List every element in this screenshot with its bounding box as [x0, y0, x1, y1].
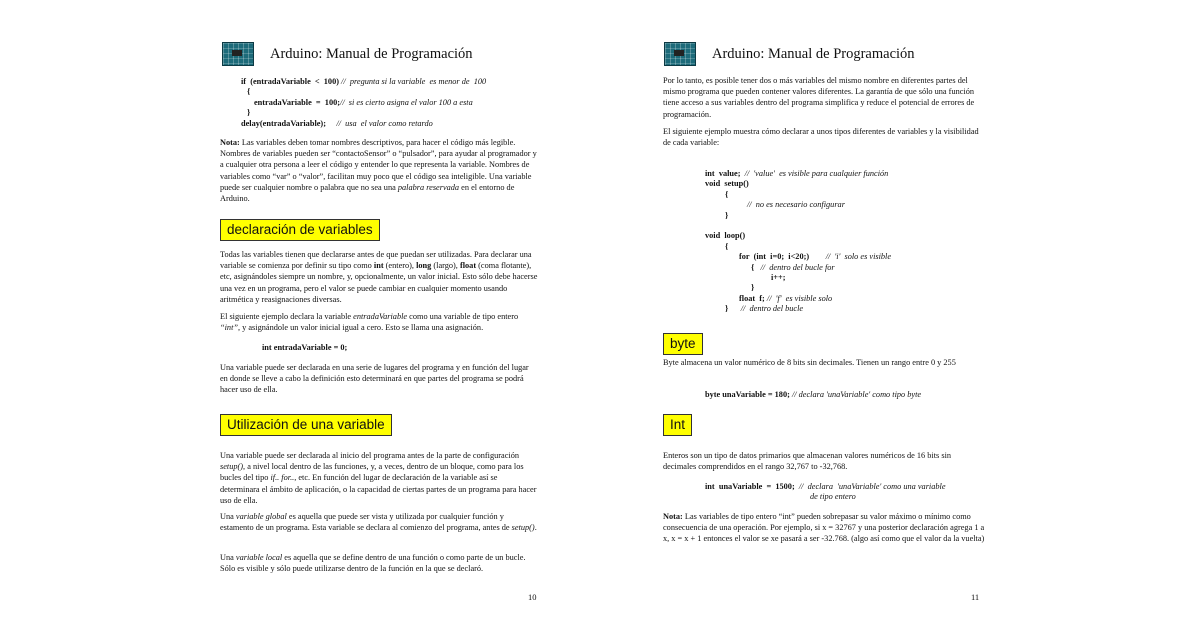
local-paragraph: Una variable local es aquella que se define dentro de una función o como parte de un bucle. Sólo es visible y sólo puede utilizarse dentro de la función en la que se declaró. [220, 553, 526, 574]
section-int: Int [663, 414, 692, 436]
intro-paragraph: Por lo tanto, es posible tener dos o más variables del mismo nombre en diferentes partes del mismo programa que pueden contener valores diferentes. La garantía de que sólo una función tiene acceso a sus variables dentro del programa simplifica y reduce el potencial de errores de programación. [663, 76, 975, 119]
page-11 [600, 0, 1200, 627]
header-title: Arduino: Manual de Programación [270, 45, 473, 62]
page-number: 10 [528, 592, 537, 602]
byte-paragraph: Byte almacena un valor numérico de 8 bits sin decimales. Tienen un rango entre 0 y 255 [663, 358, 956, 367]
code-int: int unaVariable = 1500; // declara 'unaVariable' como una variable de tipo entero [705, 482, 946, 502]
arduino-board-icon [222, 42, 254, 66]
utilizacion-paragraph: Una variable puede ser declarada al inicio del programa antes de la parte de configuración setup(), a nivel local dentro de las funciones, y, a veces, dentro de un bloque, como para los bucles del tipo if.. for.., etc. En función del lugar de declaración de la variable así se determinara el ámbito de aplicación, o la capacidad de ciertas partes de un programa para hacer uso de ella. [220, 451, 537, 505]
page-number: 11 [971, 592, 980, 602]
code-byte: byte unaVariable = 180; // declara 'unaVariable' como tipo byte [705, 390, 922, 399]
code-int-assign: int entradaVariable = 0; [262, 343, 348, 352]
example-paragraph: El siguiente ejemplo declara la variable entradaVariable como una variable de tipo entero “int”, y asignándole un valor inicial igual a cero. Esto se llama una asignación. [220, 312, 519, 333]
header-title: Arduino: Manual de Programación [712, 45, 915, 62]
section-declaracion: declaración de variables [220, 219, 380, 241]
section-utilizacion: Utilización de una variable [220, 414, 392, 436]
int-nota-paragraph: Nota: Las variables de tipo entero “int” pueden sobrepasar su valor máximo o mínimo como consecuencia de una operación. Por ejemplo, si x = 32767 y una posterior declaración agrega 1 a x, x = x + 1 entonces el valor se xe pasará a ser -32.768. (algo así como que el valor da la vuelta) [663, 512, 985, 544]
global-paragraph: Una variable global es aquella que puede ser vista y utilizada por cualquier función y estamento de un programa. Esta variable se declara al comienzo del programa, antes de setup(). [220, 512, 537, 533]
declaracion-paragraph: Todas las variables tienen que declararse antes de que puedan ser utilizadas. Para declarar una variable se comienza por definir su tipo como int (entero), long (largo), float (coma flotante), etc, asignándoles siempre un nombre, y, opcionalmente, un valor inicial. Esto sólo debe hacerse una vez en un programa, pero el valor se puede cambiar en cualquier momento usando aritmética y reasignaciones diversas. [220, 250, 538, 304]
section-byte: byte [663, 333, 703, 355]
example-intro-paragraph: El siguiente ejemplo muestra cómo declarar a unos tipos diferentes de variables y la visibilidad de cada variable: [663, 127, 979, 148]
code-block-scope: int value; // 'value' es visible para cualquier función void setup() { // no es necesario configurar } void loop() { for (int i=0; i<20;) // 'i' solo es visible { // dentro del bucle for i++; } float f; // 'f' es visible solo } // dentro del bucle [705, 169, 892, 314]
page-header [664, 40, 915, 68]
arduino-board-icon [664, 42, 696, 66]
int-paragraph: Enteros son un tipo de datos primarios que almacenan valores numéricos de 16 bits sin decimales comprendidos en el rango 32,767 to -32,768. [663, 451, 952, 472]
lugar-paragraph: Una variable puede ser declarada en una serie de lugares del programa y en función del lugar en donde se lleve a cabo la definición esto determinará en que partes del programa se podrá hacer uso de ella. [220, 363, 529, 395]
nota-paragraph: Nota: Las variables deben tomar nombres descriptivos, para hacer el código más legible. Nombres de variables pueden ser “contactoSensor” o “pulsador”, para ayudar al programador y a cualquier otra persona a leer el código y entender lo que representa la variable. Nombres de variables como “var” o “valor”, facilitan muy poco que el código sea inteligible. Una variable puede ser cualquier nombre o palabra que no sea una palabra reservada en el entorno de Arduino. [220, 138, 537, 204]
code-block-if: if (entradaVariable < 100) // pregunta si la variable es menor de 100 { entradaVariable = 100;// si es cierto asigna el valor 100 a esta } delay(entradaVariable); // usa el valor como retardo [241, 77, 487, 128]
page-header [222, 40, 473, 68]
